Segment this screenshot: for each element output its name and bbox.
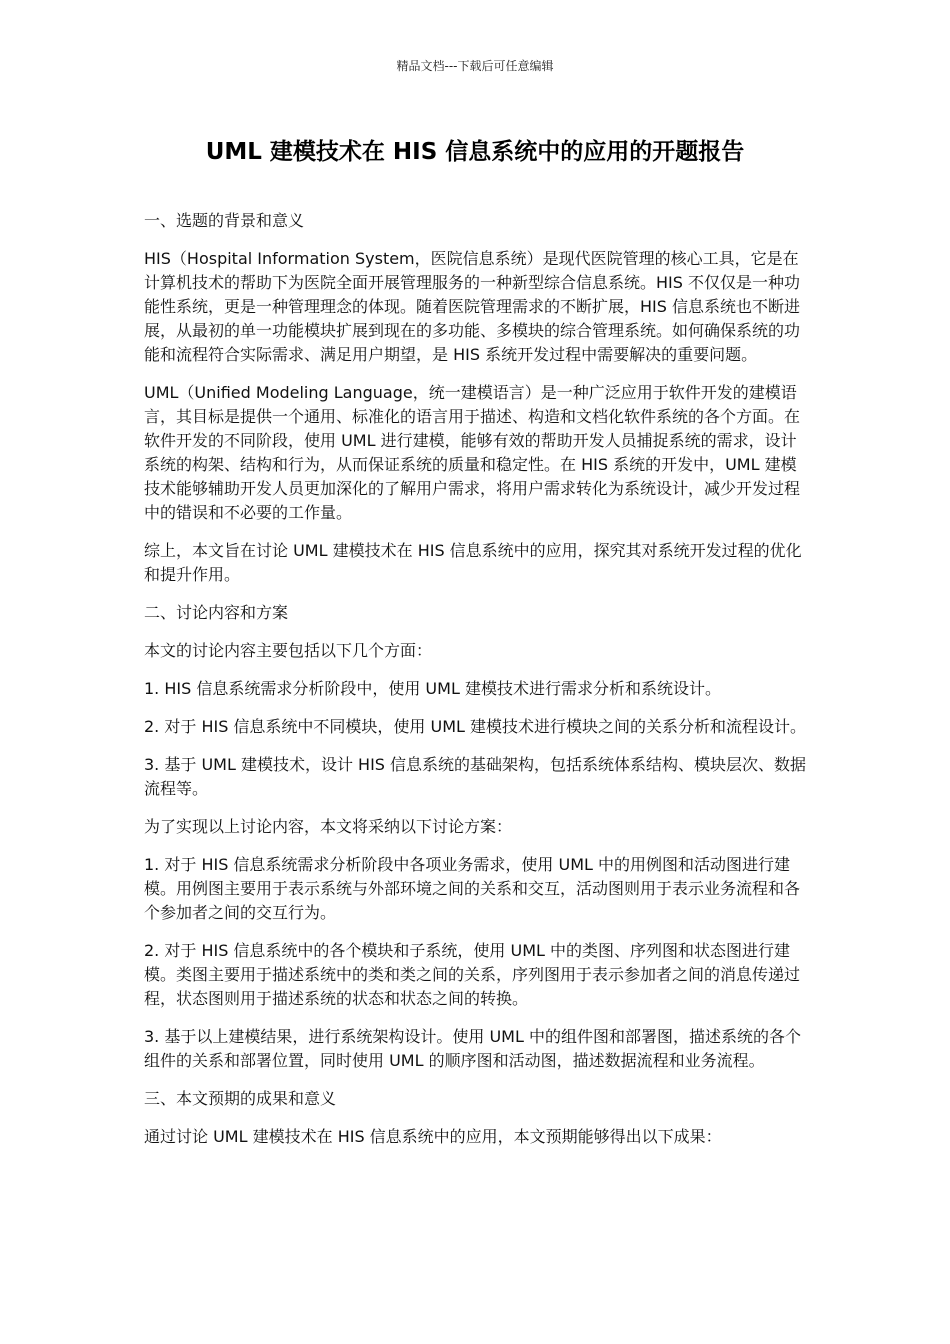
- list-item-content-1: 1. HIS 信息系统需求分析阶段中，使用 UML 建模技术进行需求分析和系统设计。: [144, 679, 721, 698]
- list-item-plan-1: 1. 对于 HIS 信息系统需求分析阶段中各项业务需求，使用 UML 中的用例图和活动图进行建模。用例图主要用于表示系统与外部环境之间的关系和交互，活动图则用于表示业务流程和各个参加者之间的交互行为。: [144, 855, 801, 922]
- page-header: 精品文档---下载后可任意编辑: [396, 59, 554, 73]
- list-item-plan-3: 3. 基于以上建模结果，进行系统架构设计。使用 UML 中的组件图和部署图，描述系统的各个组件的关系和部署位置，同时使用 UML 的顺序图和活动图，描述数据流程和业务流程。: [144, 1027, 801, 1070]
- list-item-content-3: 3. 基于 UML 建模技术，设计 HIS 信息系统的基础架构，包括系统体系结构、模块层次、数据流程等。: [144, 755, 807, 798]
- section-heading-background: 一、选题的背景和意义: [144, 211, 305, 230]
- paragraph-content-intro: 本文的讨论内容主要包括以下几个方面：: [144, 641, 433, 660]
- document-body: [144, 209, 808, 1163]
- document-title: UML 建模技术在 HIS 信息系统中的应用的开题报告: [205, 139, 745, 165]
- paragraph-summary: 综上，本文旨在讨论 UML 建模技术在 HIS 信息系统中的应用，探究其对系统开发过程的优化和提升作用。: [144, 541, 802, 584]
- list-item-content-2: 2. 对于 HIS 信息系统中不同模块，使用 UML 建模技术进行模块之间的关系分析和流程设计。: [144, 717, 807, 736]
- section-heading-results: 三、本文预期的成果和意义: [144, 1089, 337, 1108]
- section-heading-content: 二、讨论内容和方案: [144, 603, 289, 622]
- paragraph-his-intro: HIS（Hospital Information System，医院信息系统）是现代医院管理的核心工具，它是在计算机技术的帮助下为医院全面开展管理服务的一种新型综合信息系统。HIS 不仅仅是一种功能性系统，更是一种管理理念的体现。随着医院管理需求的不断扩展，HIS 信息系统也不断进展，从最初的单一功能模块扩展到现在的多功能、多模块的综合管理系统。如何确保系统的功能和流程符合实际需求、满足用户期望，是 HIS 系统开发过程中需要解决的重要问题。: [144, 249, 801, 364]
- paragraph-plan-intro: 为了实现以上讨论内容，本文将采纳以下讨论方案：: [144, 817, 513, 836]
- paragraph-uml-intro: UML（Unified Modeling Language，统一建模语言）是一种广泛应用于软件开发的建模语言，其目标是提供一个通用、标准化的语言用于描述、构造和文档化软件系统的各个方面。在软件开发的不同阶段，使用 UML 进行建模，能够有效的帮助开发人员捕捉系统的需求，设计系统的构架、结构和行为，从而保证系统的质量和稳定性。在 HIS 系统的开发中，UML 建模技术能够辅助开发人员更加深化的了解用户需求，将用户需求转化为系统设计，减少开发过程中的错误和不必要的工作量。: [144, 383, 801, 522]
- list-item-plan-2: 2. 对于 HIS 信息系统中的各个模块和子系统，使用 UML 中的类图、序列图和状态图进行建模。类图主要用于描述系统中的类和类之间的关系，序列图用于表示参加者之间的消息传递过程，状态图则用于描述系统的状态和状态之间的转换。: [144, 941, 801, 1008]
- paragraph-results-intro: 通过讨论 UML 建模技术在 HIS 信息系统中的应用，本文预期能够得出以下成果：: [144, 1127, 722, 1146]
